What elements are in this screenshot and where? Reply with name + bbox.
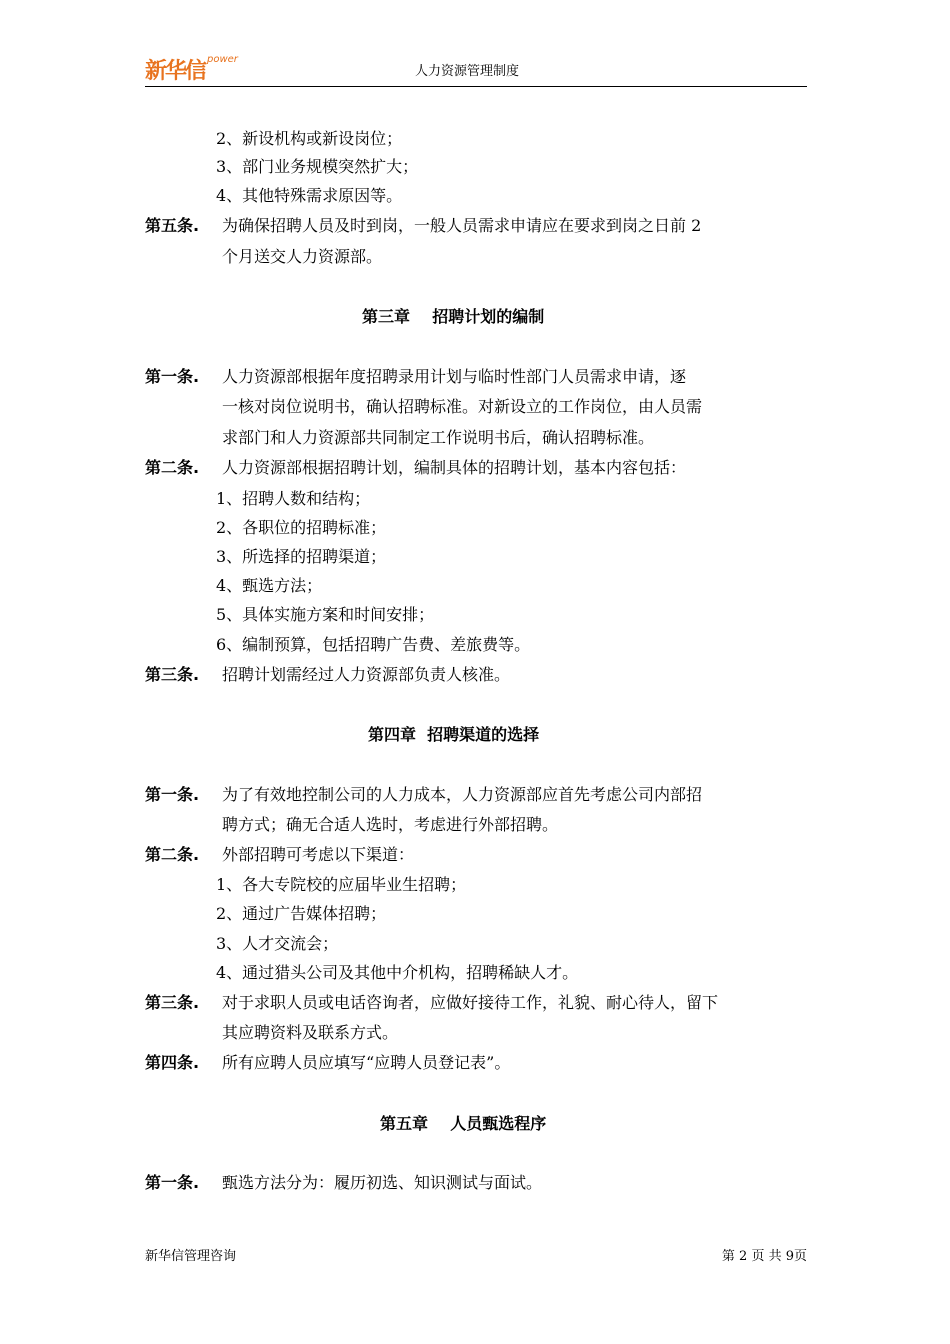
article-text: 求部门和人力资源部共同制定工作说明书后，确认招聘标准。 <box>222 428 655 447</box>
article-label: 第五条. <box>145 216 200 235</box>
article-label: 第二条. <box>145 845 200 864</box>
article-text: 个月送交人力资源部。 <box>222 247 383 266</box>
list-item: 2、新设机构或新设岗位； <box>216 129 403 148</box>
article-label: 第四条. <box>145 1053 200 1072</box>
article-label: 第一条. <box>145 785 200 804</box>
header-title: 人力资源管理制度 <box>415 64 520 79</box>
list-item: 3、部门业务规模突然扩大； <box>216 157 419 176</box>
list-item: 1、各大专院校的应届毕业生招聘； <box>216 875 467 894</box>
footer-page-number: 第 2 页 共 9页 <box>721 1249 807 1264</box>
chapter-title: 第四章 招聘渠道的选择 <box>368 725 540 744</box>
article-text: 为确保招聘人员及时到岗，一般人员需求申请应在要求到岗之日前 2 <box>222 216 702 235</box>
article-text: 聘方式；确无合适人选时，考虑进行外部招聘。 <box>222 815 559 834</box>
article-text: 甄选方法分为：履历初选、知识测试与面试。 <box>222 1173 543 1192</box>
list-item: 5、具体实施方案和时间安排； <box>216 605 435 624</box>
page-header <box>145 54 807 87</box>
chapter-title: 第五章 人员甄选程序 <box>380 1114 547 1133</box>
article-label: 第二条. <box>145 458 200 477</box>
list-item: 3、人才交流会； <box>216 934 339 953</box>
list-item: 4、通过猎头公司及其他中介机构，招聘稀缺人才。 <box>216 963 579 982</box>
list-item: 4、甄选方法； <box>216 576 323 595</box>
article-text: 人力资源部根据招聘计划，编制具体的招聘计划，基本内容包括： <box>222 458 687 477</box>
article-label: 第一条. <box>145 367 200 386</box>
chapter-title: 第三章 招聘计划的编制 <box>362 307 545 326</box>
list-item: 3、所选择的招聘渠道； <box>216 547 387 566</box>
article-text: 所有应聘人员应填写“应聘人员登记表”。 <box>222 1053 511 1072</box>
article-text: 为了有效地控制公司的人力成本，人力资源部应首先考虑公司内部招 <box>222 785 703 804</box>
logo-superscript: power <box>207 54 238 65</box>
article-text: 人力资源部根据年度招聘录用计划与临时性部门人员需求申请，逐 <box>222 367 687 386</box>
article-label: 第三条. <box>145 665 200 684</box>
article-text: 一核对岗位说明书，确认招聘标准。对新设立的工作岗位，由人员需 <box>222 397 703 416</box>
article-label: 第一条. <box>145 1173 200 1192</box>
article-text: 其应聘资料及联系方式。 <box>222 1023 399 1042</box>
company-logo: 新华信 <box>145 59 206 84</box>
list-item: 1、招聘人数和结构； <box>216 489 371 508</box>
article-text: 对于求职人员或电话咨询者，应做好接待工作，礼貌、耐心待人，留下 <box>222 993 719 1012</box>
list-item: 4、其他特殊需求原因等。 <box>216 186 403 205</box>
footer-company: 新华信管理咨询 <box>145 1249 237 1264</box>
list-item: 6、编制预算，包括招聘广告费、差旅费等。 <box>216 635 531 654</box>
list-item: 2、各职位的招聘标准； <box>216 518 387 537</box>
article-text: 招聘计划需经过人力资源部负责人核准。 <box>222 665 511 684</box>
article-label: 第三条. <box>145 993 200 1012</box>
article-text: 外部招聘可考虑以下渠道： <box>222 845 415 864</box>
list-item: 2、通过广告媒体招聘； <box>216 904 387 923</box>
